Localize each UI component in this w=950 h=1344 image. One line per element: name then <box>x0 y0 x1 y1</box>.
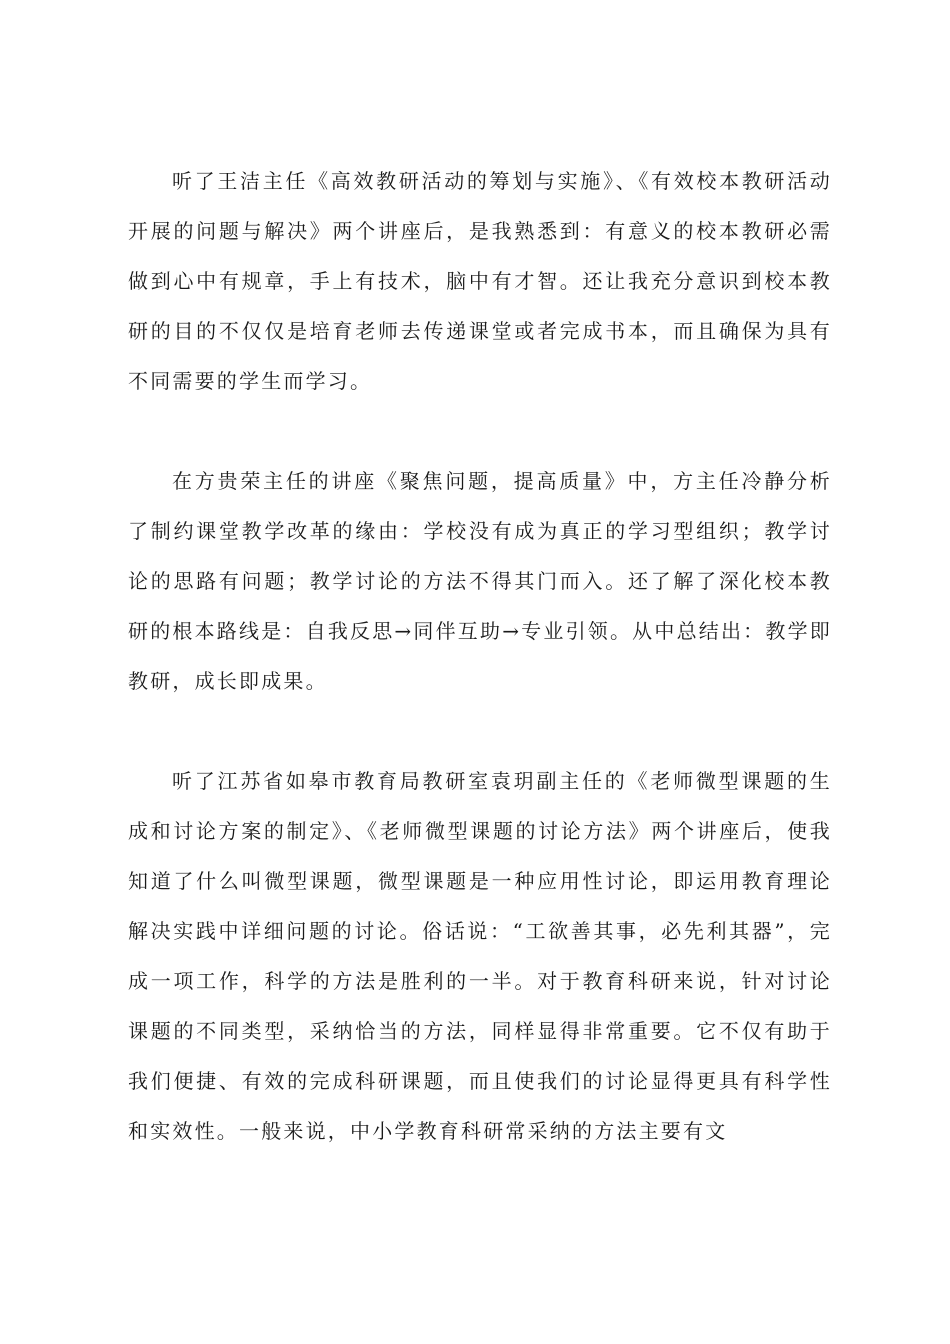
paragraph-1: 听了王洁主任《高效教研活动的筹划与实施》、《有效校本教研活动开展的问题与解决》两个讲座后，是我熟悉到：有意义的校本教研必需做到心中有规章，手上有技术，脑中有才智。还让我充分意识到校本教研的目的不仅仅是培育老师去传递课堂或者完成书本，而且确保为具有不同需要的学生而学习。 <box>128 169 832 393</box>
document-body <box>128 156 832 1156</box>
paragraph-3: 听了江苏省如皋市教育局教研室袁玥副主任的《老师微型课题的生成和讨论方案的制定》、《老师微型课题的讨论方法》两个讲座后，使我知道了什么叫微型课题，微型课题是一种应用性讨论，即运用教育理论解决实践中详细问题的讨论。俗话说：“工欲善其事，必先利其器”，完成一项工作，科学的方法是胜利的一半。对于教育科研来说，针对讨论课题的不同类型，采纳恰当的方法，同样显得非常重要。它不仅有助于我们便捷、有效的完成科研课题，而且使我们的讨论显得更具有科学性和实效性。一般来说，中小学教育科研常采纳的方法主要有文 <box>128 769 832 1143</box>
paragraph-2: 在方贵荣主任的讲座《聚焦问题，提高质量》中，方主任冷静分析了制约课堂教学改革的缘由：学校没有成为真正的学习型组织；教学讨论的思路有问题；教学讨论的方法不得其门而入。还了解了深化校本教研的根本路线是：自我反思→同伴互助→专业引领。从中总结出：教学即教研，成长即成果。 <box>128 469 832 693</box>
